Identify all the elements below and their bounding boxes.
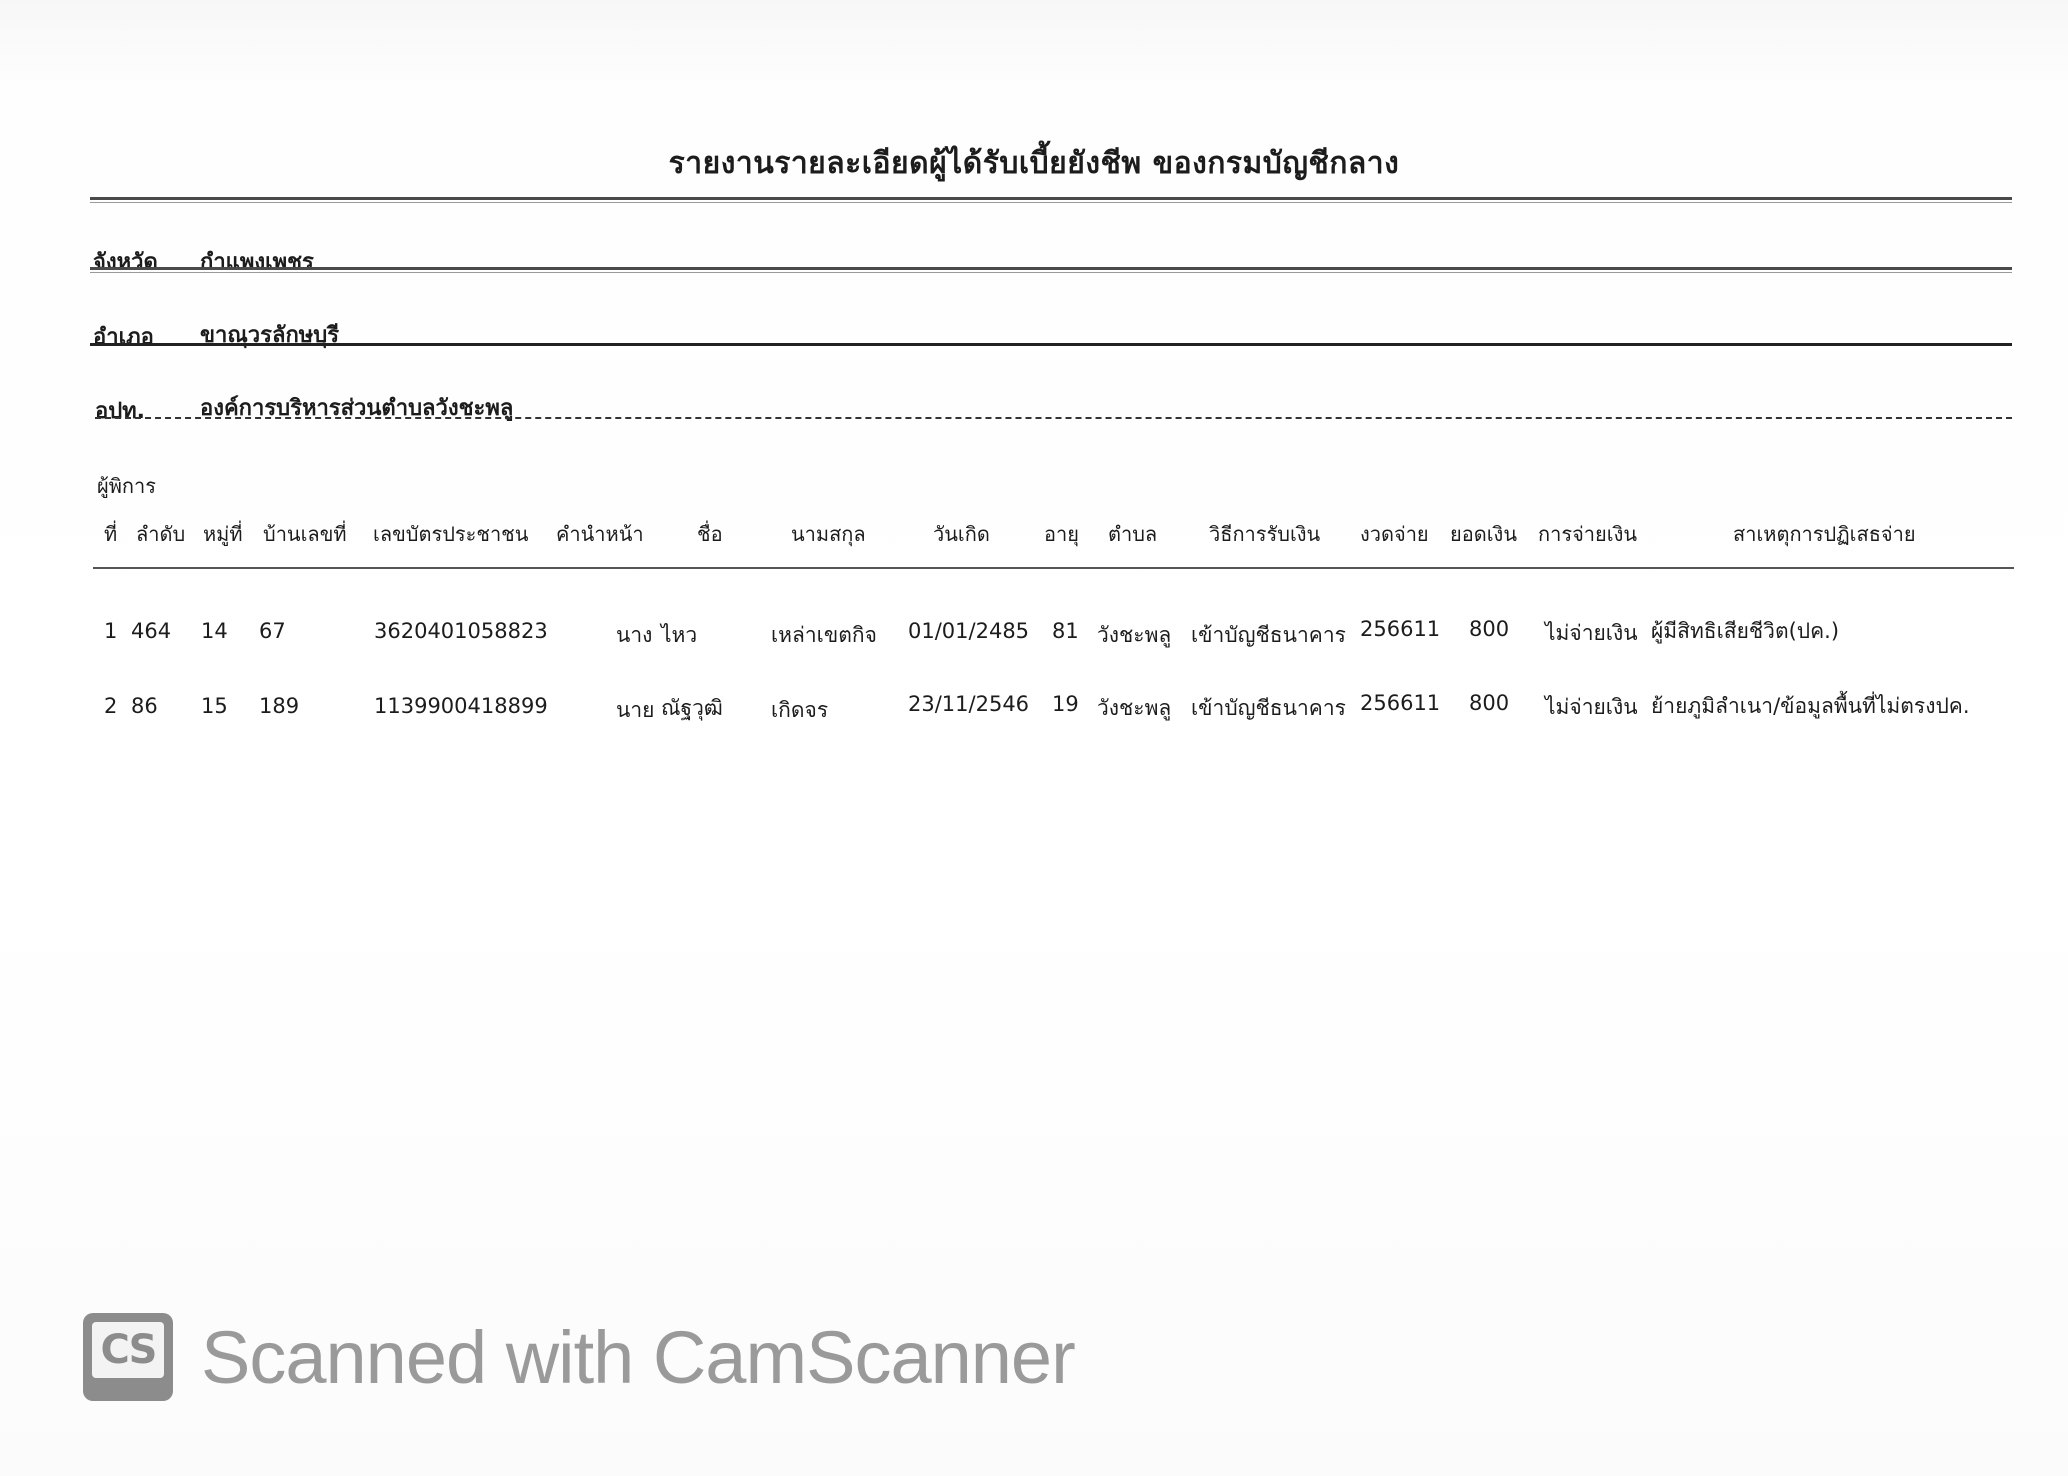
col-header: วิธีการรับเงิน <box>1209 522 1321 546</box>
table-cell: ไม่จ่ายเงิน <box>1545 621 1638 645</box>
title-divider <box>90 197 2012 200</box>
table-cell: 15 <box>201 694 228 718</box>
table-cell: ย้ายภูมิลำเนา/ข้อมูลพื้นที่ไม่ตรงปค. <box>1651 694 1970 718</box>
table-cell: วังชะพลู <box>1097 623 1172 647</box>
col-header: การจ่ายเงิน <box>1538 522 1638 546</box>
col-header: วันเกิด <box>933 522 990 546</box>
table-cell: 3620401058823 <box>374 619 548 643</box>
table-cell: เกิดจร <box>771 698 829 722</box>
camscanner-logo-icon <box>83 1313 173 1401</box>
table-cell: 19 <box>1052 692 1079 716</box>
table-cell: 256611 <box>1360 617 1441 641</box>
table-cell: 86 <box>131 694 158 718</box>
col-header: งวดจ่าย <box>1360 522 1429 546</box>
table-header-divider <box>93 567 2014 569</box>
table-cell: 464 <box>131 619 172 643</box>
table-cell: วังชะพลู <box>1097 696 1172 720</box>
report-title: รายงานรายละเอียดผู้ได้รับเบี้ยยังชีพ ของกรมบัญชีกลาง <box>668 146 1400 181</box>
table-cell: 1 <box>104 619 118 643</box>
lao-divider <box>95 417 2012 419</box>
lao-value: องค์การบริหารส่วนตำบลวังชะพลู <box>200 396 514 421</box>
table-cell: 800 <box>1469 691 1510 715</box>
table-cell: นาง <box>616 623 653 647</box>
table-cell: ไม่จ่ายเงิน <box>1545 695 1638 719</box>
col-header: เลขบัตรประชาชน <box>373 522 529 546</box>
table-cell: 14 <box>201 619 228 643</box>
table-cell: 23/11/2546 <box>908 692 1030 716</box>
lao-label: อปท. <box>95 399 146 424</box>
table-cell: เข้าบัญชีธนาคาร <box>1191 696 1346 720</box>
table-cell: 2 <box>104 694 118 718</box>
watermark-text: Scanned with CamScanner <box>201 1315 1075 1399</box>
col-header: สาเหตุการปฏิเสธจ่าย <box>1733 522 1916 546</box>
table-cell: 1139900418899 <box>374 694 548 718</box>
table-cell: 67 <box>259 619 286 643</box>
table-cell: ณัฐวุฒิ <box>661 696 723 720</box>
table-cell: ผู้มีสิทธิเสียชีวิต(ปค.) <box>1651 619 1840 643</box>
col-header: บ้านเลขที่ <box>263 522 347 546</box>
table-group-header: ผู้พิการ <box>97 474 156 498</box>
province-value: กำแพงเพชร <box>200 250 314 275</box>
col-header: คำนำหน้า <box>556 522 644 546</box>
table-cell: 800 <box>1469 617 1510 641</box>
col-header: นามสกุล <box>791 522 866 546</box>
table-cell: นาย <box>616 698 655 722</box>
table-cell: เหล่าเขตกิจ <box>771 623 877 647</box>
district-value: ขาณุวรลักษบุรี <box>200 323 340 348</box>
table-cell: 256611 <box>1360 691 1441 715</box>
camscanner-logo-text: CS <box>92 1322 164 1378</box>
table-cell: 01/01/2485 <box>908 619 1030 643</box>
table-cell: ไหว <box>661 623 698 647</box>
province-divider <box>90 267 2012 270</box>
district-divider <box>90 343 2012 346</box>
col-header: ตำบล <box>1108 522 1158 546</box>
col-header: หมู่ที่ <box>203 522 243 546</box>
table-cell: 81 <box>1052 619 1079 643</box>
col-header: ชื่อ <box>697 522 723 546</box>
camscanner-watermark <box>83 1311 1075 1403</box>
col-header: ที่ <box>104 522 118 546</box>
table-cell: 189 <box>259 694 300 718</box>
col-header: อายุ <box>1044 522 1079 546</box>
province-label: จังหวัด <box>93 250 158 275</box>
table-cell: เข้าบัญชีธนาคาร <box>1191 623 1346 647</box>
district-label: อำเภอ <box>93 325 154 350</box>
col-header: ลำดับ <box>136 522 186 546</box>
col-header: ยอดเงิน <box>1450 522 1517 546</box>
